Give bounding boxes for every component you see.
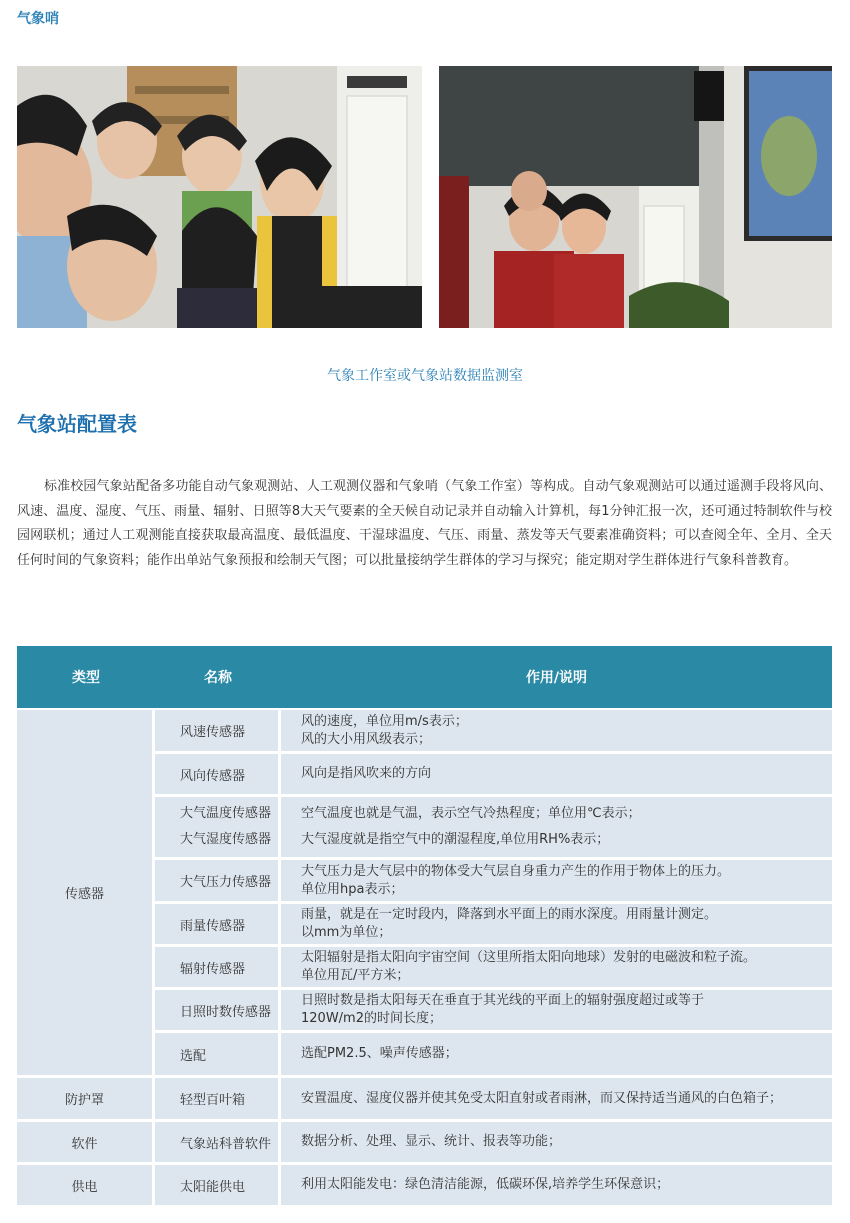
header-description: 作用/说明 xyxy=(281,646,832,710)
desc-line: 以mm为单位； xyxy=(301,925,392,940)
desc-line: 大气压力是大气层中的物体受大气层自身重力产生的作用于物体上的压力。 xyxy=(301,863,731,879)
students-at-computer-photo xyxy=(17,66,422,328)
desc-cell xyxy=(281,1078,832,1122)
name-cell: 气象站科普软件 xyxy=(155,1122,281,1165)
name-cell: 辐射传感器 xyxy=(155,947,281,990)
type-cell-sensor: 传感器 xyxy=(17,710,155,1078)
name-cell: 日照时数传感器 xyxy=(155,990,281,1033)
desc-line: 120W/m2的时间长度； xyxy=(301,1011,442,1026)
name-cell: 风速传感器 xyxy=(155,710,281,754)
desc-line: 风的速度，单位用m/s表示； xyxy=(301,713,468,729)
name-line: 大气湿度传感器 xyxy=(180,832,272,847)
table-row xyxy=(17,1122,832,1165)
desc-line: 雨量，就是在一定时段内，降落到水平面上的雨水深度。用雨量计测定。 xyxy=(301,907,718,922)
desc-cell xyxy=(281,710,832,754)
monitoring-room-photo xyxy=(439,66,832,328)
photo-caption: 气象工作室或气象站数据监测室 xyxy=(327,368,523,384)
name-cell: 选配 xyxy=(155,1033,281,1078)
name-line: 大气温度传感器 xyxy=(180,806,272,821)
desc-cell xyxy=(281,904,832,947)
name-cell: 大气压力传感器 xyxy=(155,860,281,904)
type-cell-shield: 防护罩 xyxy=(17,1078,155,1122)
type-cell-power: 供电 xyxy=(17,1165,155,1208)
desc-line: 数据分析、处理、显示、统计、报表等功能； xyxy=(301,1134,562,1149)
desc-cell xyxy=(281,990,832,1033)
desc-cell xyxy=(281,754,832,797)
desc-cell xyxy=(281,947,832,990)
name-cell: 太阳能供电 xyxy=(155,1165,281,1208)
desc-line: 大气湿度就是指空气中的潮湿程度,单位用RH%表示； xyxy=(301,832,610,847)
type-cell-software: 软件 xyxy=(17,1122,155,1165)
desc-cell xyxy=(281,1122,832,1165)
header-type: 类型 xyxy=(17,646,155,710)
section-title: 气象站配置表 xyxy=(17,412,137,436)
desc-cell xyxy=(281,860,832,904)
desc-line: 单位用瓦/平方米； xyxy=(301,968,410,983)
name-cell xyxy=(155,797,281,860)
name-cell: 雨量传感器 xyxy=(155,904,281,947)
desc-line: 太阳辐射是指太阳向宇宙空间（这里所指太阳向地球）发射的电磁波和粒子流。 xyxy=(301,950,757,965)
weather-station-config-table xyxy=(17,646,832,1208)
header-name: 名称 xyxy=(155,646,281,710)
name-cell: 风向传感器 xyxy=(155,754,281,797)
desc-cell xyxy=(281,1165,832,1208)
desc-line: 选配PM2.5、噪声传感器； xyxy=(301,1046,458,1061)
desc-line: 风的大小用风级表示； xyxy=(301,731,432,747)
desc-line: 利用太阳能发电：绿色清洁能源，低碳环保,培养学生环保意识； xyxy=(301,1177,670,1192)
desc-line: 空气温度也就是气温，表示空气冷热程度；单位用℃表示； xyxy=(301,806,641,821)
table-row xyxy=(17,1165,832,1208)
desc-cell xyxy=(281,797,832,860)
intro-paragraph: 标准校园气象站配备多功能自动气象观测站、人工观测仪器和气象哨（气象工作室）等构成。自动气象观测站可以通过遥测手段将风向、风速、温度、湿度、气压、雨量、辐射、日照等8大天气要素的全天候自动记录并自动输入计算机，每1分钟汇报一次，还可通过特制软件与校园网联机；通过人工观测能直接获取最高温度、最低温度、干湿球温度、气压、雨量、蒸发等天气要素准确资料；可以查阅全年、全月、全天任何时间的气象资料；能作出单站气象预报和绘制天气图；可以批量接纳学生群体的学习与探究；能定期对学生群体进行气象科普教育。 xyxy=(17,479,832,568)
table-row xyxy=(17,1078,832,1122)
table-row xyxy=(17,710,832,754)
desc-cell xyxy=(281,1033,832,1078)
name-cell: 轻型百叶箱 xyxy=(155,1078,281,1122)
desc-line: 单位用hpa表示； xyxy=(301,881,404,897)
desc-line: 安置温度、湿度仪器并使其免受太阳直射或者雨淋，而又保持适当通风的白色箱子； xyxy=(301,1090,783,1106)
desc-line: 日照时数是指太阳每天在垂直于其光线的平面上的辐射强度超过或等于 xyxy=(301,993,705,1008)
desc-line: 风向是指风吹来的方向 xyxy=(301,766,432,781)
page-header-title: 气象哨 xyxy=(17,11,59,27)
table-header-row xyxy=(17,646,832,710)
